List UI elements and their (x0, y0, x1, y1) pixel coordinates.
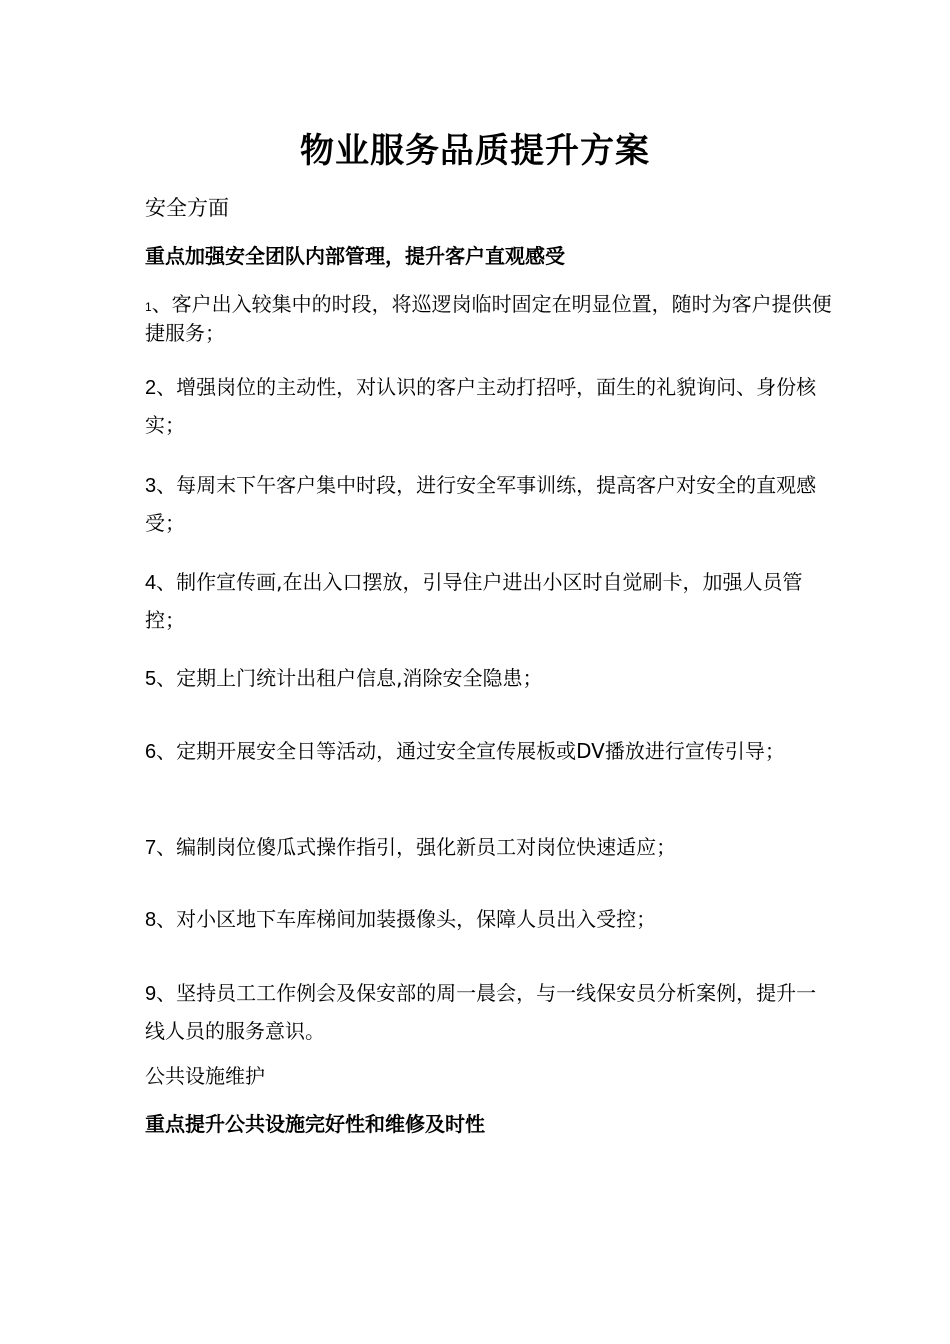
list-item (145, 975, 835, 1050)
item-number: 4 (145, 572, 157, 594)
item-number: 5 (145, 668, 157, 690)
item-text: 、定期开展安全日等活动，通过安全宣传展板或DV播放进行宣传引导； (156, 739, 785, 763)
item-text: 、定期上门统计出租户信息,消除安全隐患； (156, 666, 543, 690)
list-item (145, 467, 835, 542)
list-item (145, 564, 835, 639)
list-item (145, 660, 835, 698)
item-text: 、每周末下午客户集中时段，进行安全军事训练，提高客户对安全的直观感受； (145, 473, 817, 535)
item-text: 、坚持员工工作例会及保安部的周一晨会，与一线保安员分析案例，提升一线人员的服务意识。 (145, 981, 817, 1043)
list-item (145, 733, 835, 771)
item-text: 、增强岗位的主动性，对认识的客户主动打招呼，面生的礼貌询问、身份核实； (145, 375, 817, 437)
item-number: 1 (145, 300, 152, 314)
item-text: 、客户出入较集中的时段，将巡逻岗临时固定在明显位置，随时为客户提供便捷服务； (145, 292, 832, 345)
item-number: 9 (145, 983, 157, 1005)
item-number: 8 (145, 909, 157, 931)
item-number: 3 (145, 475, 157, 497)
item-number: 2 (145, 377, 157, 399)
list-item (145, 901, 835, 939)
section-heading-facilities: 公共设施维护 (145, 1064, 265, 1088)
section-subheading-facilities: 重点提升公共设施完好性和维修及时性 (145, 1112, 485, 1136)
section-heading-safety: 安全方面 (145, 196, 229, 220)
section-subheading-safety: 重点加强安全团队内部管理，提升客户直观感受 (145, 244, 565, 268)
document-title: 物业服务品质提升方案 (300, 131, 650, 171)
item-text: 、编制岗位傻瓜式操作指引，强化新员工对岗位快速适应； (156, 835, 677, 859)
item-number: 7 (145, 837, 157, 859)
list-item (145, 829, 835, 867)
list-item (145, 369, 835, 444)
item-text: 、制作宣传画,在出入口摆放，引导住户进出小区时自觉刷卡，加强人员管控； (145, 570, 803, 632)
list-item (145, 291, 835, 346)
item-text: 、对小区地下车库梯间加装摄像头，保障人员出入受控； (156, 907, 657, 931)
item-number: 6 (145, 741, 157, 763)
